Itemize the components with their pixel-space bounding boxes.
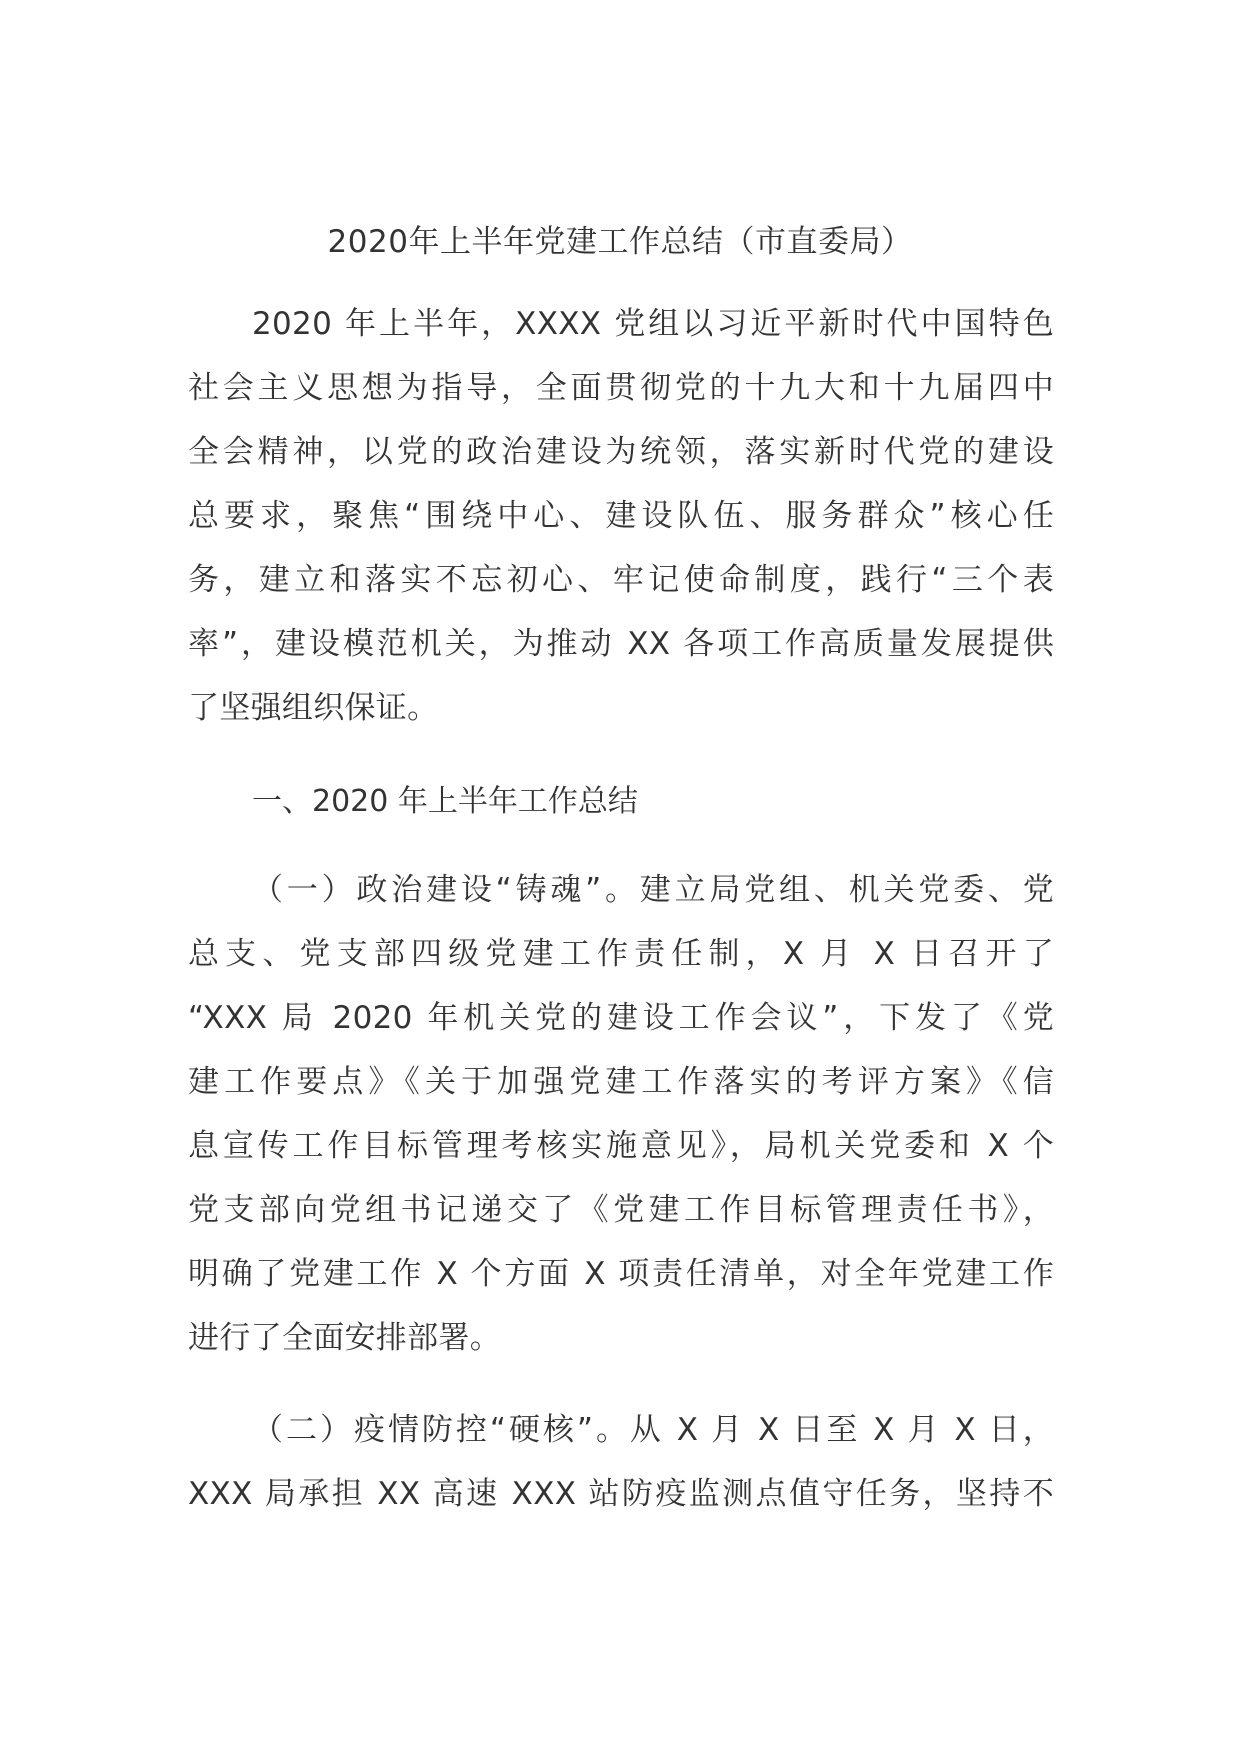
- document-title: 2020年上半年党建工作总结（市直委局）: [327, 224, 913, 260]
- subsection-1-line-1: （一）政治建设“铸魂”。建立局党组、机关党委、党: [252, 872, 1054, 908]
- subsection-1-line-4: 建工作要点》《关于加强党建工作落实的考评方案》《信: [188, 1064, 1054, 1100]
- intro-line-7: 了坚强组织保证。: [188, 690, 439, 726]
- subsection-1-line-2: 总支、党支部四级党建工作责任制，X 月 X 日召开了: [188, 936, 1054, 972]
- subsection-1-line-5: 息宣传工作目标管理考核实施意见》，局机关党委和 X 个: [188, 1128, 1054, 1164]
- intro-line-5: 务，建立和落实不忘初心、牢记使命制度，践行“三个表: [188, 562, 1054, 598]
- subsection-2-line-1: （二）疫情防控“硬核”。从 X 月 X 日至 X 月 X 日，: [252, 1412, 1054, 1448]
- intro-line-4: 总要求，聚焦“围绕中心、建设队伍、服务群众”核心任: [188, 498, 1054, 534]
- section-heading: 一、2020 年上半年工作总结: [252, 784, 638, 819]
- subsection-1-line-3: “XXX 局 2020 年机关党的建设工作会议”，下发了《党: [188, 1000, 1054, 1036]
- intro-line-3: 全会精神，以党的政治建设为统领，落实新时代党的建设: [188, 434, 1054, 470]
- subsection-1-line-7: 明确了党建工作 X 个方面 X 项责任清单，对全年党建工作: [188, 1256, 1054, 1292]
- intro-line-6: 率”，建设模范机关，为推动 XX 各项工作高质量发展提供: [188, 626, 1054, 662]
- subsection-1-line-8: 进行了全面安排部署。: [188, 1320, 501, 1356]
- intro-line-2: 社会主义思想为指导，全面贯彻党的十九大和十九届四中: [188, 370, 1054, 406]
- subsection-1-line-6: 党支部向党组书记递交了《党建工作目标管理责任书》，: [188, 1192, 1054, 1228]
- intro-line-1: 2020 年上半年，XXXX 党组以习近平新时代中国特色: [252, 306, 1054, 342]
- subsection-2-line-2: XXX 局承担 XX 高速 XXX 站防疫监测点值守任务，坚持不: [188, 1476, 1054, 1512]
